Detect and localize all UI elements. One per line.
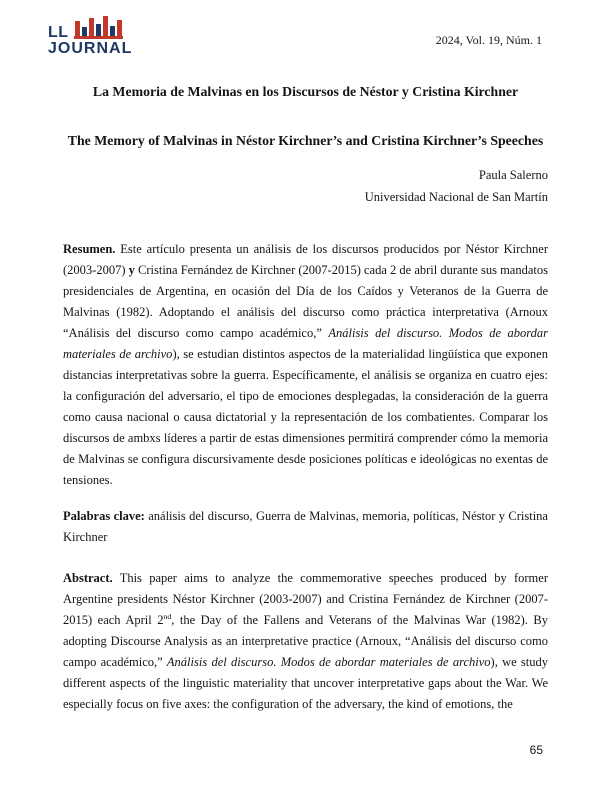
journal-logo-top xyxy=(48,16,132,39)
abstract-english-paragraph: Abstract. This paper aims to analyze the commemorative speeches produced by former Argentine presidents Néstor Kirchner (2003-2007) and Cristina Fernández de Kirchner (2007-2015) each April 2nd, the Day of the Fallens and Veterans of the Malvinas War (1982). By adopting Discourse Analysis as an interpretative practice (Arnoux, “Análisis del discurso como campo académico,” Análisis del discurso. Modos de abordar materiales de archivo), we study different aspects of the linguistic materiality that uncover interpretative gaps about the War. We especially focus on five axes: the configuration of the adversary, the kind of emotions, the xyxy=(63,570,548,711)
journal-logo-ll-text: LL xyxy=(48,24,69,41)
abstract-spanish-paragraph: Resumen. Este artículo presenta un análisis de los discursos producidos por Néstor Kirchner (2003-2007) y Cristina Fernández de Kirchner (2007-2015) cada 2 de abril durante sus mandatos presidenciales de Argentina, en ocasión del Día de los Caídos y Veteranos de la Guerra de Malvinas (1982). Adoptando el análisis del discurso como práctica interpretativa (Arnoux “Análisis del discurso como campo académico,” Análisis del discurso. Modos de abordar materiales de archivo), se estudian distintos aspectos de la materialidad lingüística que exponen distancias interpretativas sobre la guerra. Específicamente, el análisis se organiza en cuatro ejes: la configuración del adversario, el tipo de emociones desplegadas, la consideración de la guerra como causa nacional o causa dictatorial y la representación de los combatientes. Comparar los discursos de ambxs líderes a partir de estas dimensiones permitirá comprender cómo la memoria de Malvinas se configura discursivamente desde posiciones políticas e ideológicas no exentas de tensiones. xyxy=(63,241,548,487)
author-block xyxy=(63,165,548,208)
author-name: Paula Salerno xyxy=(478,168,548,182)
journal-logo-journal-text: JOURNAL xyxy=(48,40,133,57)
page-number: 65 xyxy=(529,743,543,757)
article-title-spanish: La Memoria de Malvinas en los Discursos de Néstor y Cristina Kirchner xyxy=(92,84,519,100)
article-title-english: The Memory of Malvinas in Néstor Kirchner’s and Cristina Kirchner’s Speeches xyxy=(67,133,544,149)
author-affiliation: Universidad Nacional de San Martín xyxy=(364,189,548,204)
books-bars-icon xyxy=(74,16,123,39)
issue-info: 2024, Vol. 19, Núm. 1 xyxy=(435,33,542,47)
keywords-paragraph: Palabras clave: análisis del discurso, Guerra de Malvinas, memoria, políticas, Néstor y Cristina Kirchner xyxy=(63,508,548,544)
journal-logo xyxy=(48,16,132,57)
